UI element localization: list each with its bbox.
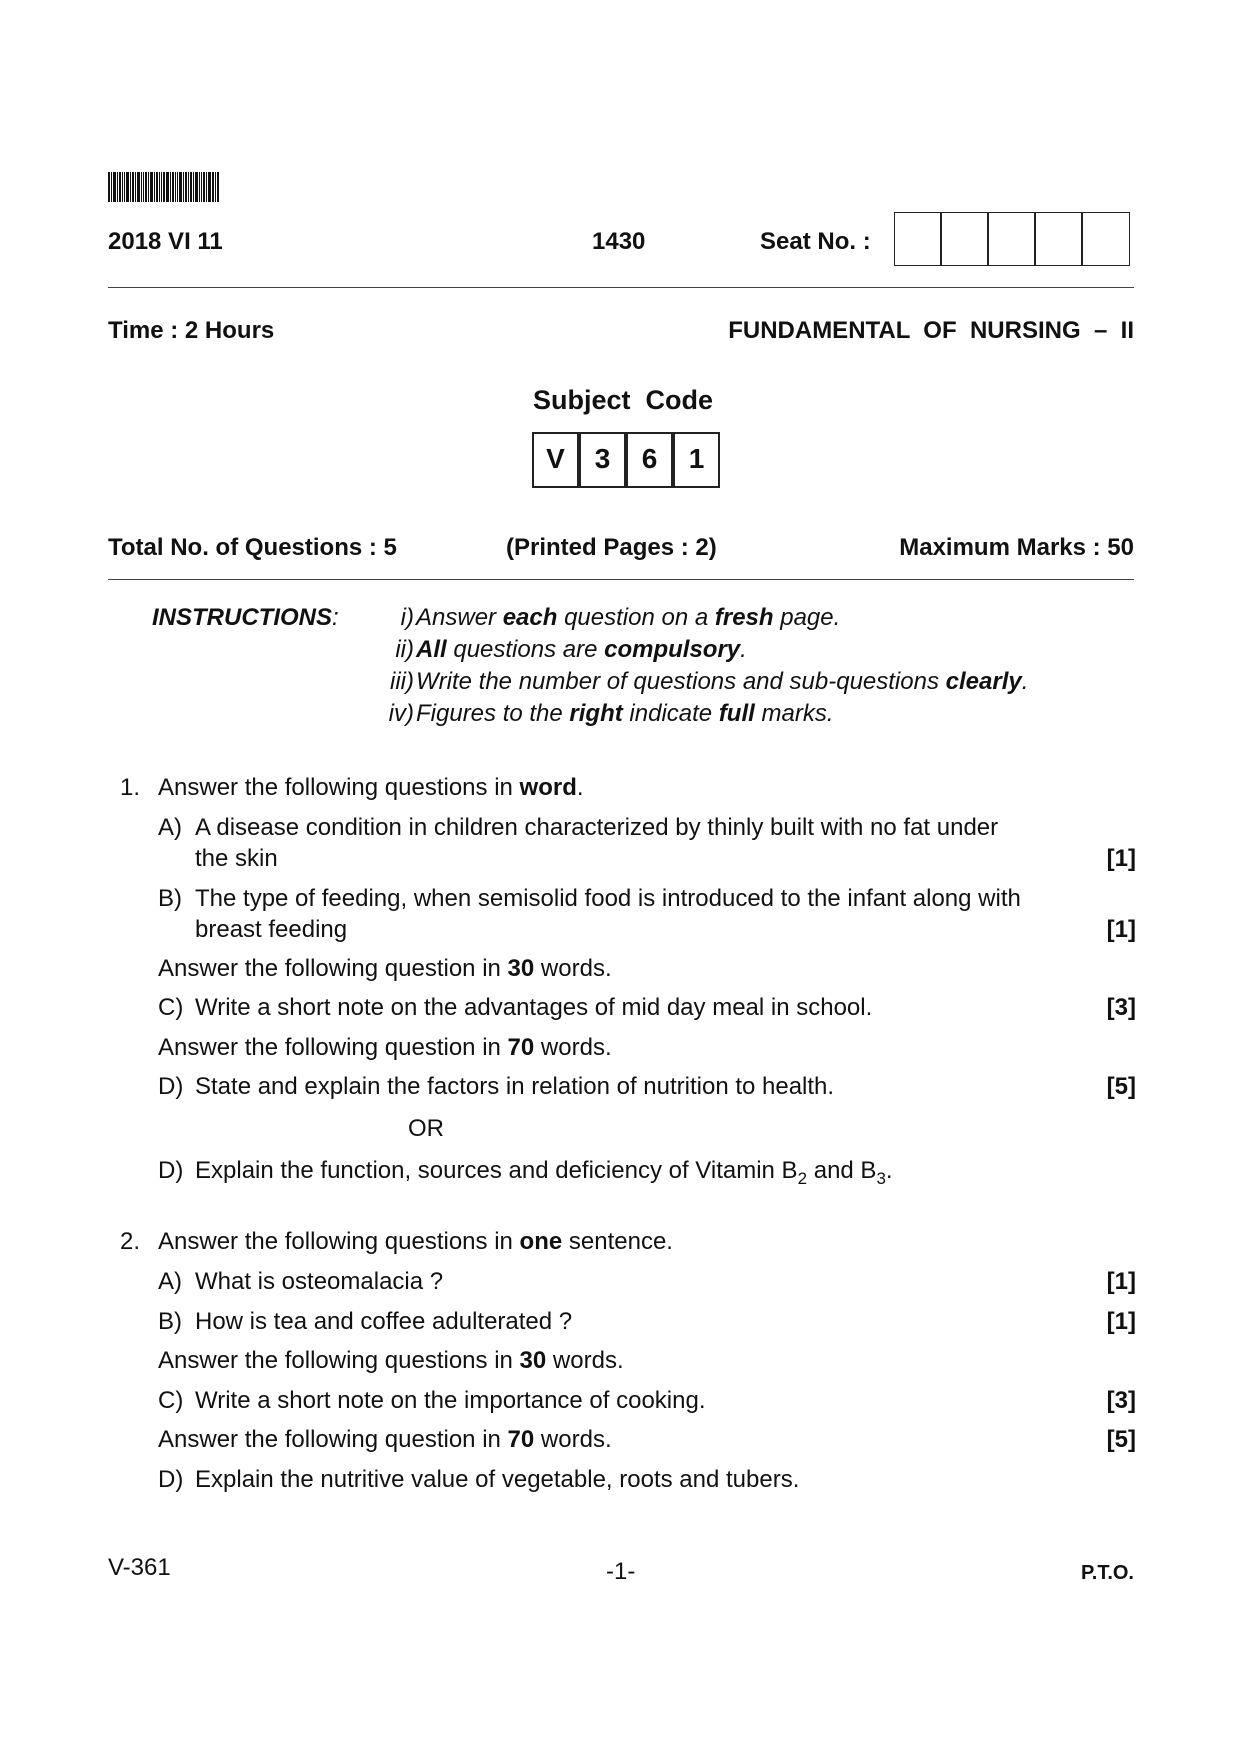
sub-question-text: What is osteomalacia ? — [195, 1268, 444, 1295]
sub-question-text: Write a short note on the importance of cooking. — [195, 1387, 706, 1414]
seat-box[interactable] — [987, 212, 1036, 266]
instructions-label: INSTRUCTIONS — [152, 604, 332, 631]
instructions-colon: : — [332, 604, 339, 631]
instruction-number: i) — [400, 604, 414, 631]
sub-question-text: breast feeding — [195, 916, 348, 943]
sub-question-label: A) — [158, 814, 182, 841]
sub-question-label: D) — [158, 1073, 184, 1100]
sub-question-label: D) — [158, 1157, 184, 1184]
sub-question-label: D) — [158, 1466, 184, 1493]
instructions-divider — [108, 579, 1134, 580]
section-instruction: Answer the following question in 70 words. — [158, 1034, 612, 1061]
instruction-number: iv) — [388, 700, 414, 727]
sub-question-text: Explain the nutritive value of vegetable, roots and tubers. — [195, 1466, 800, 1493]
maximum-marks: Maximum Marks : 50 — [899, 534, 1134, 561]
section-instruction: Answer the following questions in 30 words. — [158, 1347, 624, 1374]
sub-question-text: State and explain the factors in relation of nutrition to health. — [195, 1073, 835, 1100]
sub-question-label: B) — [158, 1308, 182, 1335]
sub-question-text: Explain the function, sources and deficiency of Vitamin $B_2$ and $B_3$. — [195, 1157, 893, 1188]
barcode — [108, 172, 248, 202]
header-divider — [108, 287, 1134, 288]
exam-time: Time : 2 Hours — [108, 317, 275, 344]
instruction-number: iii) — [390, 668, 414, 695]
instruction-text: All questions are compulsory. — [416, 636, 747, 663]
seat-box[interactable] — [1034, 212, 1083, 266]
subject-code-cell: V — [532, 432, 579, 488]
instruction-number: ii) — [395, 636, 414, 663]
question-intro: Answer the following questions in word. — [158, 774, 584, 801]
marks-label: [1] — [1106, 845, 1136, 872]
section-instruction: Answer the following question in 30 words. — [158, 955, 612, 982]
subject-code-cell: 1 — [673, 432, 720, 488]
instruction-item — [364, 668, 414, 696]
section-instruction: Answer the following question in 70 words. — [158, 1426, 612, 1453]
footer-page-number: -1- — [606, 1558, 636, 1585]
instruction-text: Figures to the right indicate full marks. — [416, 700, 834, 727]
sub-question-text: How is tea and coffee adulterated ? — [195, 1308, 573, 1335]
sub-question-text: A disease condition in children characterized by thinly built with no fat under — [195, 814, 999, 841]
instruction-text: Answer each question on a fresh page. — [416, 604, 841, 631]
sub-question-text: Write a short note on the advantages of mid day meal in school. — [195, 994, 873, 1021]
seat-number-boxes[interactable] — [894, 212, 1134, 266]
subject-code-boxes — [532, 432, 726, 488]
seat-box[interactable] — [1081, 212, 1130, 266]
or-separator: OR — [408, 1115, 444, 1142]
seat-box[interactable] — [940, 212, 989, 266]
printed-pages: (Printed Pages : 2) — [506, 534, 717, 561]
instruction-item — [384, 604, 414, 632]
instruction-text: Write the number of questions and sub-questions clearly. — [416, 668, 1029, 695]
sub-question-text: the skin — [195, 845, 278, 872]
instruction-item — [374, 636, 414, 664]
exam-code: 2018 VI 11 — [108, 228, 223, 255]
marks-label: [3] — [1106, 1387, 1136, 1414]
footer-pto: P.T.O. — [1081, 1562, 1134, 1584]
subject-code-label: Subject Code — [533, 385, 714, 415]
seat-box[interactable] — [894, 212, 942, 266]
subject-code-cell: 6 — [626, 432, 673, 488]
marks-label: [1] — [1106, 1308, 1136, 1335]
question-intro: Answer the following questions in one sentence. — [158, 1228, 673, 1255]
footer-paper-code: V-361 — [108, 1554, 171, 1581]
instruction-item — [364, 700, 414, 728]
marks-label: [5] — [1106, 1073, 1136, 1100]
sub-question-label: B) — [158, 885, 182, 912]
marks-label: [3] — [1106, 994, 1136, 1021]
total-questions: Total No. of Questions : 5 — [108, 534, 397, 561]
subject-title: FUNDAMENTAL OF NURSING – II — [728, 317, 1134, 344]
sub-question-label: A) — [158, 1268, 182, 1295]
sub-question-text: The type of feeding, when semisolid food is introduced to the infant along with — [195, 885, 1021, 912]
marks-label: [1] — [1106, 916, 1136, 943]
paper-number: 1430 — [592, 228, 646, 255]
question-number: 2. — [120, 1228, 141, 1255]
sub-question-label: C) — [158, 994, 184, 1021]
marks-label: [5] — [1106, 1426, 1136, 1453]
sub-question-label: C) — [158, 1387, 184, 1414]
seat-label: Seat No. : — [760, 228, 871, 255]
question-number: 1. — [120, 774, 141, 801]
subject-code-cell: 3 — [579, 432, 626, 488]
marks-label: [1] — [1106, 1268, 1136, 1295]
